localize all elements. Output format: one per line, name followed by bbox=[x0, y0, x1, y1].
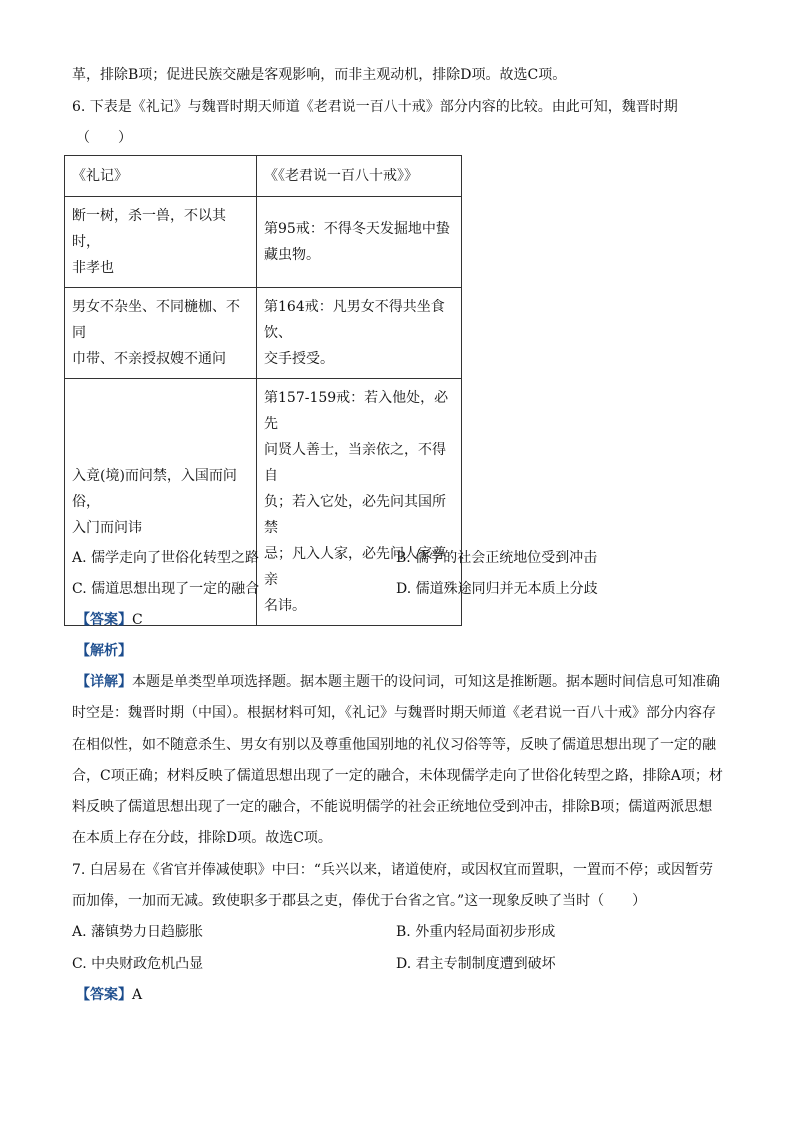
table-cell: 断一树，杀一兽，不以其时， 非孝也 bbox=[65, 197, 257, 288]
detail-tag: 【详解】 bbox=[76, 674, 132, 690]
text-line: 革，排除B项；促进民族交融是客观影响，而非主观动机，排除D项。故选C项。 bbox=[72, 67, 567, 83]
option-b: B. 儒学的社会正统地位受到冲击 bbox=[396, 550, 598, 566]
option-a: A. 儒学走向了世俗化转型之路 bbox=[72, 550, 260, 566]
question-7-stem: 7. 白居易在《省官并俸减使职》中曰：“兵兴以来，诸道使府，或因权宜而置职，一置而不停；或因暂劳 bbox=[72, 862, 713, 878]
question-6-stem: 6. 下表是《礼记》与魏晋时期天师道《老君说一百八十戒》部分内容的比较。由此可知，魏晋时期 bbox=[72, 99, 678, 115]
detail-text: 本题是单类型单项选择题。据本题主题干的设问词，可知这是推断题。据本题时间信息可知准确 bbox=[132, 674, 720, 690]
analysis-tag: 【解析】 bbox=[76, 643, 132, 659]
table-header-cell: 《礼记》 bbox=[65, 156, 257, 197]
answer-tag: 【答案】 bbox=[76, 612, 132, 628]
table-header-row bbox=[65, 156, 462, 197]
option-c: C. 儒道思想出现了一定的融合 bbox=[72, 581, 260, 597]
table-cell: 第164戒：凡男女不得共坐食饮、 交手授受。 bbox=[257, 288, 462, 379]
answer-tag: 【答案】 bbox=[76, 987, 132, 1003]
question-7-stem: 而加俸，一加而无减。致使职多于郡县之吏，俸优于台省之官。”这一现象反映了当时（ ） bbox=[72, 893, 647, 909]
option-d: D. 儒道殊途同归并无本质上分歧 bbox=[396, 581, 598, 597]
answer-value: C bbox=[132, 612, 143, 628]
detail-line: 时空是：魏晋时期（中国）。根据材料可知，《礼记》与魏晋时期天师道《老君说一百八十戒》部分内容存 bbox=[72, 705, 716, 721]
table-cell: 入竟(境)而问禁，入国而问俗， 入门而问讳 bbox=[65, 379, 257, 626]
option-b: B. 外重内轻局面初步形成 bbox=[396, 924, 556, 940]
table-row bbox=[65, 288, 462, 379]
option-c: C. 中央财政危机凸显 bbox=[72, 956, 204, 972]
detail-line: 在相似性，如不随意杀生、男女有别以及尊重他国别地的礼仪习俗等等，反映了儒道思想出现了一定的融 bbox=[72, 737, 716, 753]
detail-line: 合，C项正确；材料反映了儒道思想出现了一定的融合，未体现儒学走向了世俗化转型之路，排除A项；材 bbox=[72, 768, 723, 784]
detail-line bbox=[76, 672, 720, 692]
table-cell: 第157-159戒：若入他处，必先 问贤人善士，当亲依之，不得自 负；若入它处，必先问其国所禁 忌；凡入人家，必先问人家尊亲 名讳。 bbox=[257, 379, 462, 626]
table-row bbox=[65, 197, 462, 288]
option-a: A. 藩镇势力日趋膨胀 bbox=[72, 924, 204, 940]
option-d: D. 君主专制制度遭到破坏 bbox=[396, 956, 556, 972]
answer-line bbox=[76, 610, 143, 630]
detail-line: 料反映了儒道思想出现了一定的融合，不能说明儒学的社会正统地位受到冲击，排除B项；儒道两派思想 bbox=[72, 799, 713, 815]
table-header-cell: 《《老君说一百八十戒》》 bbox=[257, 156, 462, 197]
answer-value: A bbox=[132, 987, 143, 1003]
question-6-blank: （ ） bbox=[76, 130, 132, 146]
table-cell: 第95戒：不得冬天发掘地中蛰 藏虫物。 bbox=[257, 197, 462, 288]
analysis-line bbox=[76, 641, 132, 661]
detail-line: 在本质上存在分歧，排除D项。故选C项。 bbox=[72, 830, 332, 846]
table-cell: 男女不杂坐、不同椸枷、不同 巾带、不亲授叔嫂不通问 bbox=[65, 288, 257, 379]
answer-line bbox=[76, 985, 142, 1005]
